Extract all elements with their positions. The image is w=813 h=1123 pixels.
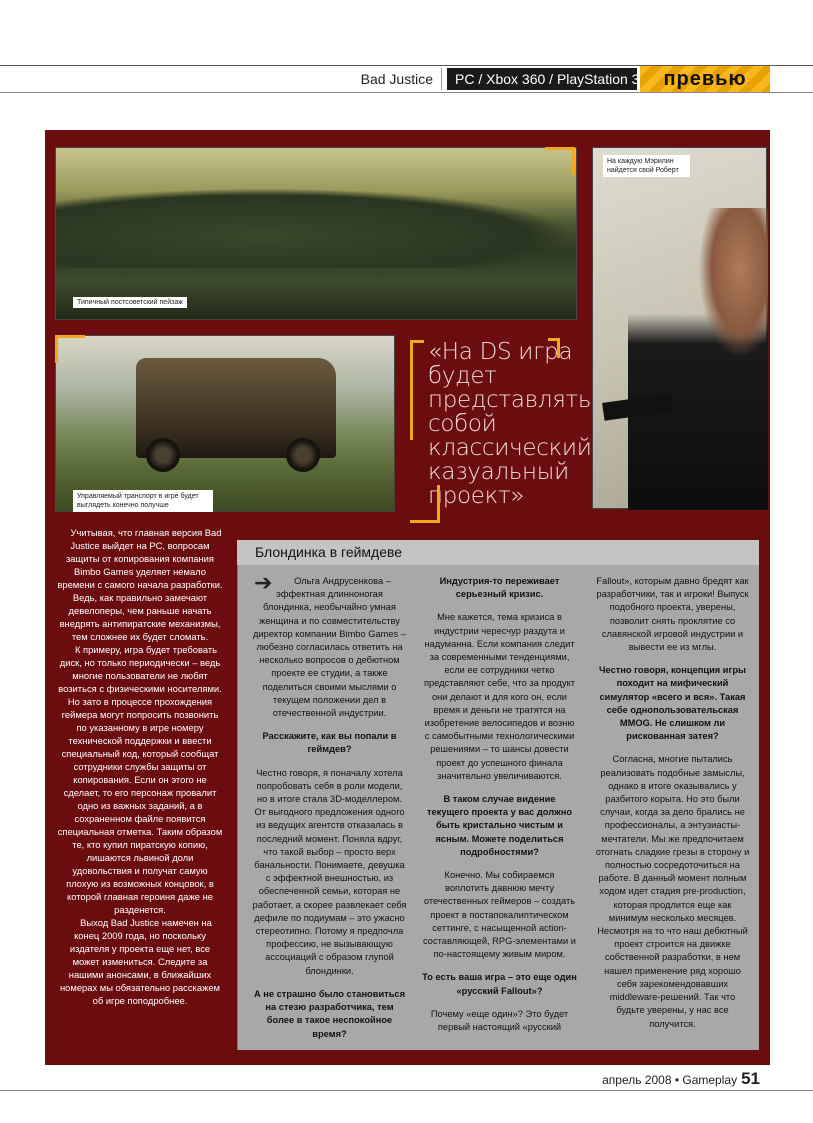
man-photo	[592, 147, 767, 509]
arrow-right-icon: ➔	[254, 570, 273, 595]
interview-question: То есть ваша игра – это еще один «русский Fallout»?	[422, 972, 577, 996]
interview-question: Индустрия-то переживает серьезный кризис.	[439, 576, 560, 600]
landscape-caption: Типичный постсоветский пейзаж	[73, 297, 187, 308]
paragraph: Учитывая, что главная версия Bad Justice выйдет на PC, вопросам защиты от копирования компания Bimbo Games уделяет немало времени с самого начала разработки. Ведь, как правильно замечают девелоперы, чем раньше начать внедрять антипиратские механизмы, тем сложнее их будет сломать.	[57, 527, 223, 642]
interview-question: Честно говоря, концепция игры походит на мифический симулятор «всего и вся». Такая себе однопользовательская MMOG. Не слишком ли рискованная затея?	[599, 665, 746, 742]
interview-question: Расскажите, как вы попали в геймдев?	[262, 731, 397, 755]
truck-caption: Управляемый транспорт в игре будет выглядеть конечно получше	[73, 490, 213, 512]
game-title: Bad Justice	[360, 68, 442, 90]
section-label: превью	[640, 66, 770, 92]
interview-answer: Ольга Андрусенкова – эффектная длинноногая блондинка, необычайно умная женщина и по совместительству директор компании Bimbo Games – любезно согласилась ответить на несколько вопросов о дебютном проекте ее студии, а также поделиться своими мыслями о текущем положении дел в отечественной индустрии.	[253, 576, 406, 719]
header-bottom-rule	[0, 92, 813, 93]
sidebar-title: Блондинка в геймдеве	[237, 540, 759, 565]
paragraph: Выход Bad Justice намечен на конец 2009 года, но поскольку издателя у проекта еще нет, все может измениться. Следите за нашими анонсами, в ближайших номерах мы обязательно расскажем об игре поподробнее.	[59, 917, 220, 1006]
interview-answer: Конечно. Мы собираемся воплотить давнюю мечту отечественных геймеров – создать проект в постапокалиптическом сеттинге, с насыщенной action-составляющей, RPG-элементами и по-настоящему живым миром.	[423, 870, 576, 960]
footer-rule	[0, 1090, 813, 1091]
page-footer	[560, 1070, 760, 1088]
platforms-label: PC / Xbox 360 / PlayStation 3	[447, 68, 637, 90]
photo-corner-bracket	[545, 147, 575, 175]
interview-answer: Честно говоря, я поначалу хотела попробовать себя в роли модели, но в итоге стала 3D-моделлером. От выгодного предложения одного из ведущих агентств отказалась в последний момент. Поняла вдруг, что такой выбор – просто верх банальности. Понимаете, девушка с эффектной внешностью, из обеспеченной семьи, которая не работает, а скорее развлекает себя дефиле по подиумам – это ужасно стереотипно. Потому я предпочла профессию, не вызывающую ассоциаций с образом глупой блондинки.	[252, 767, 407, 976]
interview-question: В таком случае видение текущего проекта у вас должно быть кристально чистым и ясным. Можете поделиться подробностями?	[426, 794, 573, 857]
sidebar-column-3	[595, 575, 750, 1041]
sidebar-column-1	[252, 570, 407, 1051]
landscape-photo	[55, 147, 577, 320]
interview-answer: Мне кажется, тема кризиса в индустрии чересчур раздута и надуманна. Если компания следит за современными тенденциями, если ее сотрудники четко представляют себе, что за продукт они делают и для кого он, если время и деньги не тратятся на изобретение велосипедов и возню с самобытными технологическими решениями – то шансы довести проект до успешного финала значительно увеличиваются.	[423, 612, 576, 781]
man-caption: На каждую Мэрилин найдется свой Роберт	[603, 155, 690, 177]
quote-bracket-left	[410, 340, 424, 440]
quote-bracket-top	[548, 338, 560, 358]
interview-answer: Согласна, многие пытались реализовать подобные замыслы, однако в итоге оказывались у разбитого корыта. Но это были случаи, когда за дело брались не профессионалы, а энтузиасты-мечтатели. Мы же предпочитаем отогнать сладкие грезы в сторону и полностью сосредоточиться на работе. В данный момент полным ходом идет стадия pre-production, которая продлится еще как минимум несколько месяцев. Несмотря на то что наш дебютный проект строится на движке собственной разработки, в нем нашел применение ряд хорошо себя зарекомендовавших middleware-решений. Так что будьте уверены, у нас все получится.	[595, 754, 750, 1029]
issue-label: апрель 2008 • Gameplay	[602, 1073, 738, 1087]
photo-corner-bracket	[55, 335, 85, 363]
quote-bracket-bottom	[410, 485, 440, 523]
interview-answer: Почему «еще один»? Это будет первый настоящий «русский	[430, 1008, 569, 1033]
sidebar-column-2	[422, 575, 577, 1044]
paragraph: К примеру, игра будет требовать диск, но только периодически – ведь многие пользователи не любят возиться с физическими носителями. Но зато в процессе прохождения геймера могут попросить позвонить по указанному в игре номеру технической поддержки и ввести специальный код, который сообщат сотрудники службы защиты от копирования. Если он этого не сделает, то его персонаж провалит одно из важных заданий, а в сохраненном файле появится специальная отметка. Таким образом те, кто купил пиратскую копию, лишаются львиной доли удовольствия и получат самую плохую из возможных концовок, в которой главная героиня даже не разденется.	[57, 644, 223, 915]
pull-quote: «На DS игра будет представлять собой классический казуальный проект»	[428, 339, 592, 509]
interview-question: А не страшно было становиться на стезю разработчика, тем более в такое неспокойное время?	[253, 988, 406, 1039]
main-text-column	[56, 526, 224, 1007]
page-number: 51	[741, 1069, 760, 1088]
truck-photo	[55, 335, 395, 512]
interview-answer: Fallout», которым давно бредят как разработчики, так и игроки! Выпуск подобного проекта, уверены, позволит снять проклятие со славянской игровой индустрии и вывести ее из мглы.	[596, 576, 749, 653]
